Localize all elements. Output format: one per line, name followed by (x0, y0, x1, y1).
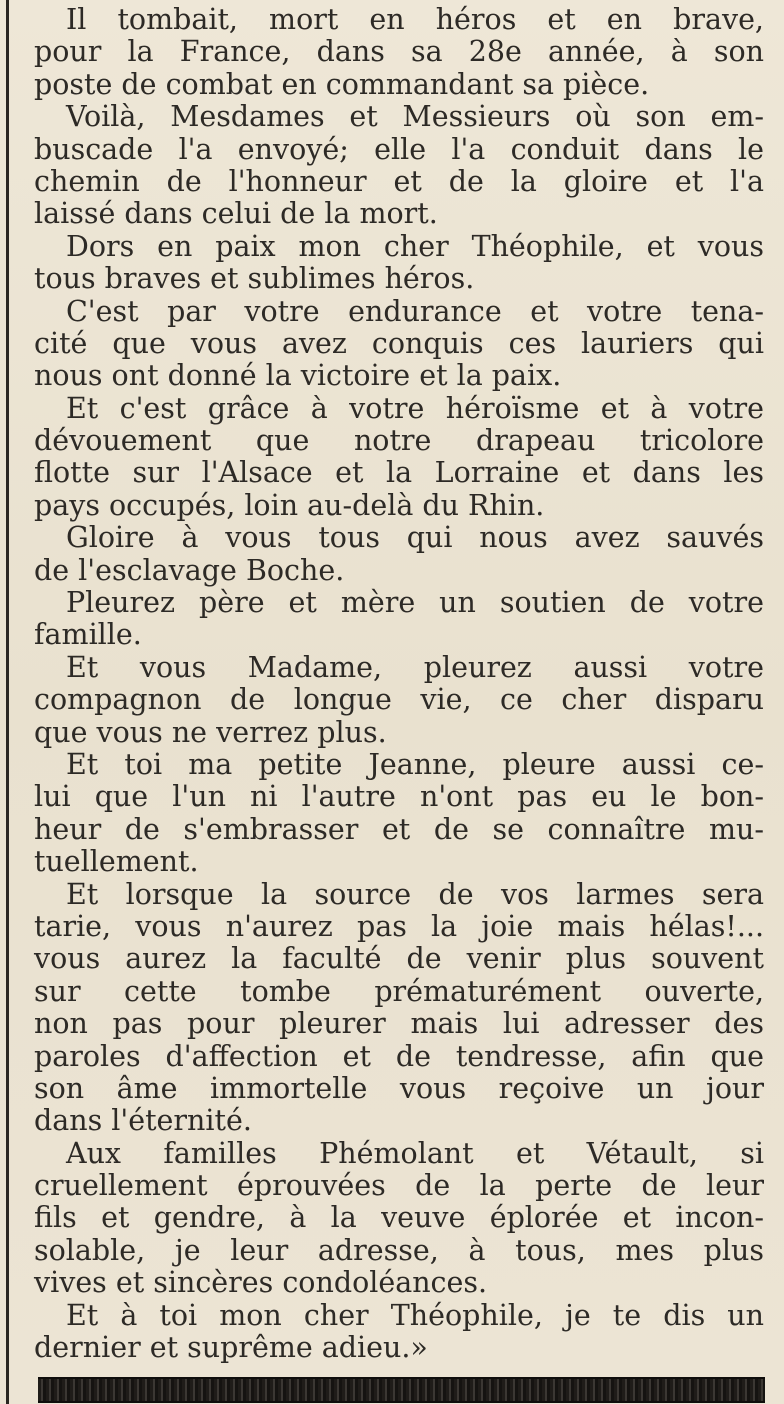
text-line: vives et sincères condoléances. (34, 1266, 488, 1300)
text-line: chemin de l'honneur et de la gloire et l'a (34, 164, 764, 198)
text-line: de l'esclavage Boche. (34, 553, 345, 587)
text-line: dévouement que notre drapeau tricolore (34, 424, 764, 458)
text-line: Dors en paix mon cher Théophile, et vous (66, 229, 764, 263)
text-line: C'est par votre endurance et votre tena- (66, 294, 764, 328)
text-line: paroles d'affection et de tendresse, afin que (34, 1039, 764, 1073)
text-line: Et toi ma petite Jeanne, pleure aussi ce- (66, 747, 764, 781)
text-line: pays occupés, loin au-delà du Rhin. (34, 488, 545, 522)
text-line: Et à toi mon cher Théophile, je te dis un (66, 1298, 764, 1332)
text-line: cité que vous avez conquis ces lauriers qui (34, 326, 764, 360)
text-line: tarie, vous n'aurez pas la joie mais hélas!... (34, 909, 764, 943)
text-line: Il tombait, mort en héros et en brave, (66, 3, 764, 36)
text-line: flotte sur l'Alsace et la Lorraine et dans les (34, 456, 764, 490)
text-line: Gloire à vous tous qui nous avez sauvés (66, 521, 764, 555)
text-line: cruellement éprouvées de la perte de leur (34, 1169, 764, 1203)
text-line: que vous ne verrez plus. (34, 715, 387, 749)
text-line: vous aurez la faculté de venir plus souvent (34, 942, 764, 976)
column-rule-left (6, 0, 9, 1404)
text-line: compagnon de longue vie, ce cher disparu (34, 683, 764, 717)
text-line: Aux familles Phémolant et Vétault, si (66, 1136, 764, 1170)
text-line: Et vous Madame, pleurez aussi votre (66, 650, 764, 684)
article-end-rule (38, 1377, 765, 1403)
text-line: dernier et suprême adieu.» (34, 1331, 428, 1365)
text-line: Pleurez père et mère un soutien de votre (66, 586, 764, 620)
text-line: son âme immortelle vous reçoive un jour (34, 1071, 764, 1105)
text-line: pour la France, dans sa 28e année, à son (34, 35, 764, 69)
article-column (34, 4, 764, 1364)
text-line: sur cette tombe prématurément ouverte, (34, 974, 764, 1008)
text-line: tous braves et sublimes héros. (34, 262, 475, 296)
text-line: buscade l'a envoyé; elle l'a conduit dans le (34, 132, 764, 166)
text-line: tuellement. (34, 845, 199, 879)
text-line: nous ont donné la victoire et la paix. (34, 359, 562, 393)
text-line: dans l'éternité. (34, 1104, 252, 1138)
text-line: heur de s'embrasser et de se connaître mu- (34, 812, 764, 846)
text-line: laissé dans celui de la mort. (34, 197, 438, 231)
text-line: non pas pour pleurer mais lui adresser des (34, 1007, 764, 1041)
text-line: solable, je leur adresse, à tous, mes plus (34, 1233, 764, 1267)
text-line: Et lorsque la source de vos larmes sera (66, 877, 764, 911)
text-line: Voilà, Mesdames et Messieurs où son em- (66, 100, 764, 134)
text-line: Et c'est grâce à votre héroïsme et à votre (66, 391, 764, 425)
text-line: famille. (34, 618, 142, 652)
text-line: fils et gendre, à la veuve éplorée et incon- (34, 1201, 764, 1235)
text-line: poste de combat en commandant sa pièce. (34, 67, 650, 101)
text-line: lui que l'un ni l'autre n'ont pas eu le bon- (34, 780, 764, 814)
